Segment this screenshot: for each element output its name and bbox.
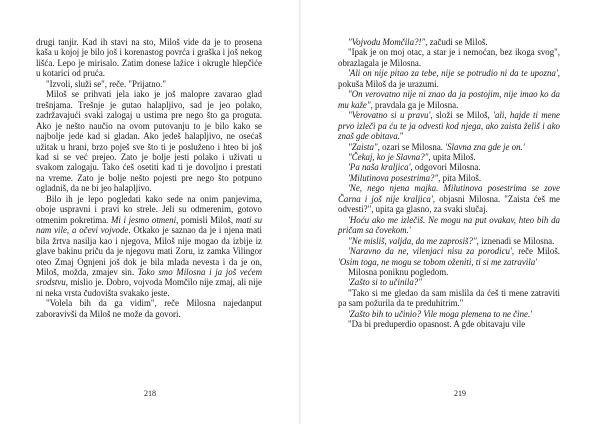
paragraph: 'Zašto bih to učinio? Vile moga plemena to ne čine.' (348, 308, 533, 319)
paragraph: Bilo ih je lepo pogledati kako sede na onim panjevima, oboje uspravni i pravi ko strele. Jeli su odmerenim, gotovo otmenim pokretima. Mi i jesmo otmeni, pomisli Miloš, mati su nam vile, a očevi vojvode. Otkako je saznao da je i njena mati bila žrtva nasilja kao i njegova, Miloš nije mogao da izbije iz glave bakinu priču da je njegovu mati Zoru, iz zamka Vilingor oteo Zmaj Ognjeni još dok je bila mlada nevesta i da je on, Miloš, možda, zmajev sin. Tako smo Milosna i ja još većem srodstvu, mislio je. Dobro, vojvoda Momčilo nije zmaj, ali nije ni neka vrsta čudovišta svakako jeste. (36, 193, 263, 298)
paragraph: "Da bi preduperdio opasnost. A gde obitavaju vile (348, 319, 526, 330)
paragraph: 'Zašto si to učinila?" (348, 277, 422, 288)
paragraph: 'Ne, nego njena majka. Milutinova posestrima se zove Čarna i još nije kraljica', objasni Milosna. "Zaista ćeš me odvesti?", upita ga glasno, za svaki slučaj. (338, 183, 560, 215)
paragraph: Miloš se prihvati jela iako je još malopre zavarao glad trešnjama. Trešnje je gutao halapljivo, sad je jeo polako, zadržavajući svaki zalogaj u ustima pre nego što ga progutа. Ako je nešto naučio na ovom putovanju to je bilo kako se najbolje jede kad si gladan. Ako jedeš halapljivo, ne osećaš užitak u hrani, brzo poješ sve što ti je posluženo i hteo bi još kad si se već prejeo. Zato je bolje jesti polako i uživati u svakom zalogaju. Tako ćeš osetiti kad ti je dovoljno i prestati na vreme. Zato je bolje nešto pojesti pre nego što potpuno ogladniš, da ne bi jeo halapljivo. (36, 89, 262, 194)
paragraph: drugi tanjir. Kad ih stavi na sto, Miloš vide da je to prosena kaša u kojoj je bilo još i korenastog povrća i graška i još nekog lišća. Lepo je mirisalo. Zatim donese lažice i okrugle hlepčiće u kotarici od pruća. (36, 37, 262, 79)
right-page-text (338, 37, 560, 330)
paragraph: 'Milutinova posestrima?", pita Miloš. (348, 172, 482, 183)
left-page-text (36, 37, 262, 319)
paragraph: 'Naravno da ne, vilenjaci nisu za porodicu', reče Miloš. 'Osim toga, ne mogu se tobom oženiti, ti si me zatravila' (338, 246, 560, 267)
paragraph: Milosna poniknu pogledom. (348, 266, 449, 277)
paragraph: "Vojvodu Momčila?!", začudi se Miloš. (348, 37, 488, 47)
paragraph: "On verovatno nije ni znao da ja postojim, nije imao ko da mu kaže", pravdala ga je Milosna. (338, 89, 560, 110)
paragraph: 'Ali on nije pitao za tebe, nije se potrudio ni da te upozna', pokuša Miloš da je urazumi. (338, 68, 560, 89)
paragraph: "Volela bih da ga vidim", reče Milosna najedanput zaboravivši da Miloš ne može da govori. (36, 298, 262, 319)
paragraph: "Tako si me gledao da sam mislila da ćeš ti mene zatraviti pa sam požurila da te preduhitrim." (338, 287, 560, 309)
paragraph: "Zaista", ozari se Milosna. 'Slavna zna gde je on.' (348, 141, 525, 152)
right-page (300, 0, 600, 424)
paragraph: 'Pa naša kraljica', odgovori Milosna. (348, 162, 481, 173)
paragraph: "Čekaj, ko je Slavna?", upita Miloš. (348, 151, 476, 162)
paragraph: "Ne misliš, valjda, da me zaprosiš?", iznenadi se Milosna. (348, 235, 555, 246)
paragraph: "Verovatno si u pravu', složi se Miloš, 'ali, hajde ti mene prvo izleči pa ću te ja odvesti kod njega, ako zaista želiš i ako znaš gde obitava." (338, 110, 560, 142)
paragraph: "Ipak je on moj otac, a star je i nemoćan, bez ikoga svog", obrazlagala je Milosna. (338, 47, 560, 68)
paragraph: "Izvoli, služi se", reče. "Prijatno." (46, 78, 166, 89)
paragraph: 'Hoću ako me izlečiš. Ne mogu na put ovakav, hteo bih da pričam sa čovekom.' (338, 214, 560, 236)
page-number-right: 219 (454, 389, 466, 398)
page-number-left: 218 (144, 389, 156, 398)
